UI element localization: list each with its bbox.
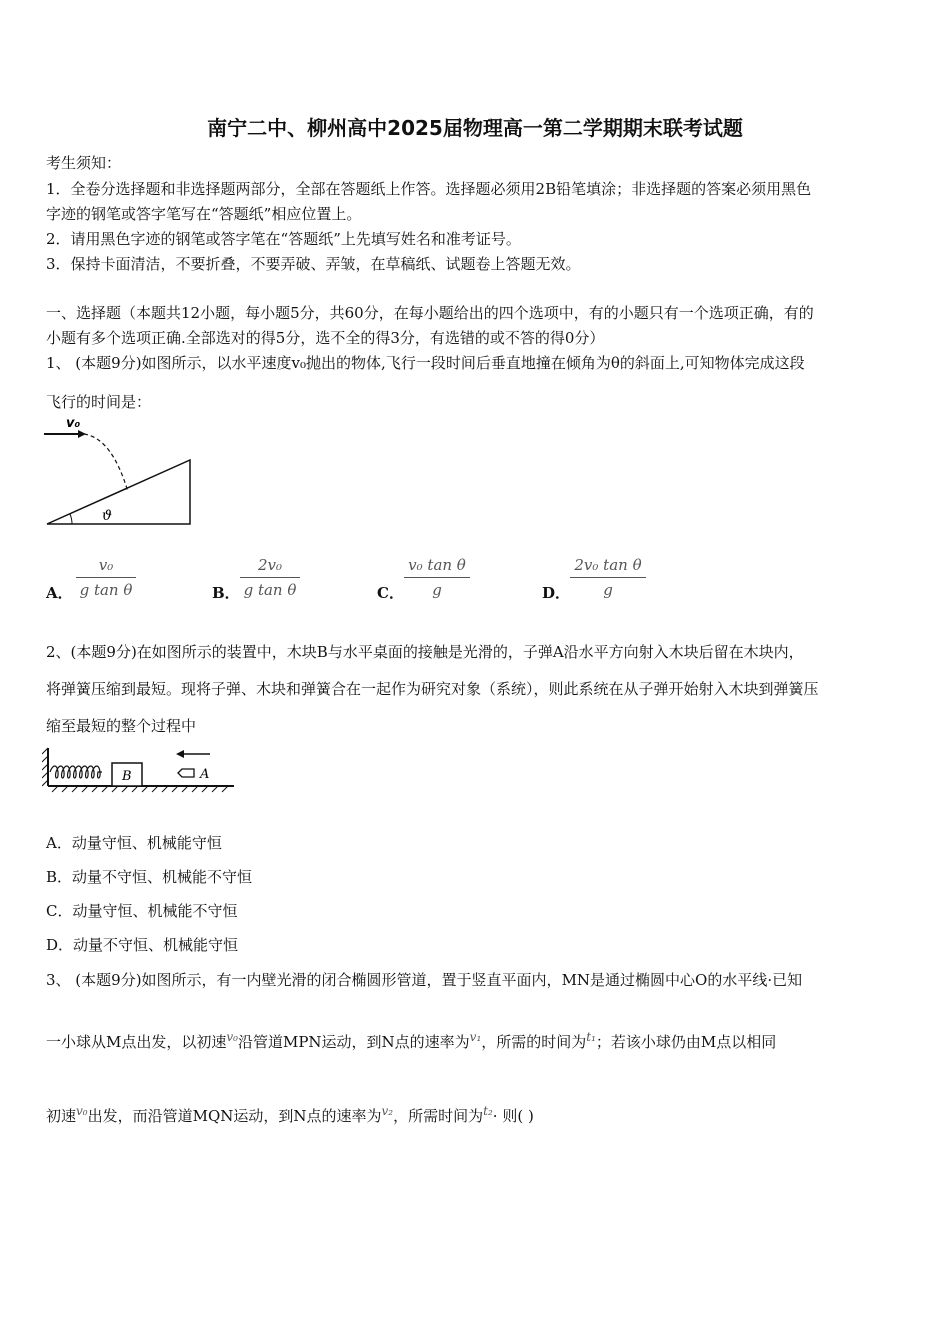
q1-incline-figure (40, 412, 200, 530)
q3-symbol-v0-second: v₀ (76, 1104, 88, 1118)
q2-option-b[interactable]: B．动量不守恒、机械能不守恒 (46, 868, 253, 886)
q3-stem-line3 (46, 1104, 534, 1126)
q3-symbol-t1: t₁ (586, 1030, 596, 1044)
q3-symbol-v1: v₁ (469, 1030, 482, 1044)
section-intro-line2: 小题有多个选项正确.全部选对的得5分，选不全的得3分，有选错的或不答的得0分） (46, 329, 605, 347)
q2-spring-block-figure (42, 744, 238, 796)
q1-option-b-label[interactable]: B． (212, 584, 240, 602)
q1-option-b-numerator: 2v₀ (240, 556, 300, 578)
notice-item-2: 2．请用黑色字迹的钢笔或答字笔在“答题纸”上先填写姓名和准考证号。 (46, 230, 521, 248)
q2-spring (50, 766, 102, 778)
q3-line3-text-d: · 则( ) (492, 1107, 534, 1125)
q3-line2-text-d: ；若该小球仍由M点以相同 (595, 1033, 777, 1051)
q3-line3-text-c: ，所需时间为 (393, 1107, 484, 1125)
q1-option-c-formula[interactable] (404, 556, 470, 599)
q3-symbol-t2: t₂ (483, 1104, 493, 1118)
q1-angle-arc (70, 514, 72, 524)
q1-option-b-formula[interactable] (240, 556, 300, 599)
q2-option-c[interactable]: C．动量守恒、机械能不守恒 (46, 902, 238, 920)
q2-bullet-arrowhead (176, 750, 184, 758)
q3-symbol-v0: v₀ (226, 1030, 238, 1044)
q1-incline (47, 460, 190, 524)
page-title: 南宁二中、柳州高中2025届物理高一第二学期期末联考试题 (207, 116, 743, 140)
q1-fig-theta-label: ϑ (102, 508, 113, 524)
q2-fig-block-label: B (122, 769, 132, 784)
q2-option-d[interactable]: D．动量不守恒、机械能守恒 (46, 936, 239, 954)
q3-symbol-v2: v₂ (381, 1104, 394, 1118)
q2-stem-line1: 2、(本题9分)在如图所示的装置中，木块B与水平桌面的接触是光滑的，子弹A沿水平方向射入木块后留在木块内， (46, 643, 804, 661)
notice-item-1: 1．全卷分选择题和非选择题两部分，全部在答题纸上作答。选择题必须用2B铅笔填涂；非选择题的答案必须用黑色 (46, 180, 812, 198)
q1-option-d-numerator: 2v₀ tan θ (570, 556, 646, 578)
q1-option-d-formula[interactable] (570, 556, 646, 599)
q1-trajectory (84, 434, 128, 492)
q1-option-c-denominator: g (432, 581, 442, 599)
q2-option-a[interactable]: A．动量守恒、机械能守恒 (46, 834, 222, 852)
q2-stem-line2: 将弹簧压缩到最短。现将子弹、木块和弹簧合在一起作为研究对象（系统），则此系统在从子弹开始射入木块到弹簧压 (46, 680, 819, 698)
q1-option-a-formula[interactable] (76, 556, 136, 599)
q2-fig-bullet-label: A (200, 767, 210, 782)
q1-option-c-label[interactable]: C． (377, 584, 404, 602)
section-intro-line1: 一、选择题（本题共12小题，每小题5分，共60分，在每小题给出的四个选项中，有的小题只有一个选项正确，有的 (46, 304, 814, 322)
q1-option-b-denominator: g tan θ (243, 581, 297, 599)
q3-stem-line1: 3、 (本题9分)如图所示，有一内壁光滑的闭合椭圆形管道，置于竖直平面内，MN是通过椭圆中心O的水平线·已知 (46, 971, 803, 989)
notice-item-3: 3．保持卡面清洁，不要折叠，不要弄破、弄皱，在草稿纸、试题卷上答题无效。 (46, 255, 581, 273)
notice-item-1-cont: 字迹的钢笔或答字笔写在“答题纸”相应位置上。 (46, 205, 362, 223)
q3-line2-text-c: ，所需的时间为 (481, 1033, 587, 1051)
notice-heading: 考生须知： (46, 154, 122, 172)
q2-bullet-a (178, 769, 194, 777)
q1-option-c-numerator: v₀ tan θ (404, 556, 470, 578)
q3-line3-text-b: 出发，而沿管道MQN运动，到N点的速率为 (87, 1107, 382, 1125)
q3-line2-text-a: 一小球从M点出发，以初速 (46, 1033, 227, 1051)
q1-option-a-label[interactable]: A． (46, 584, 73, 602)
q1-fig-v0-label: v₀ (66, 416, 81, 431)
q1-option-d-denominator: g (603, 581, 613, 599)
q1-option-d-label[interactable]: D． (542, 584, 571, 602)
q1-stem-line2: 飞行的时间是： (46, 393, 152, 411)
q3-line2-text-b: 沿管道MPN运动，到N点的速率为 (237, 1033, 470, 1051)
q1-stem-line1: 1、 (本题9分)如图所示，以水平速度v₀抛出的物体,飞行一段时间后垂直地撞在倾角为θ的斜面上,可知物体完成这段 (46, 354, 805, 372)
q3-stem-line2 (46, 1030, 776, 1052)
q2-stem-line3: 缩至最短的整个过程中 (46, 717, 197, 735)
q1-option-a-numerator: v₀ (76, 556, 136, 578)
q3-line3-text-a: 初速 (46, 1107, 77, 1125)
q1-option-a-denominator: g tan θ (79, 581, 133, 599)
